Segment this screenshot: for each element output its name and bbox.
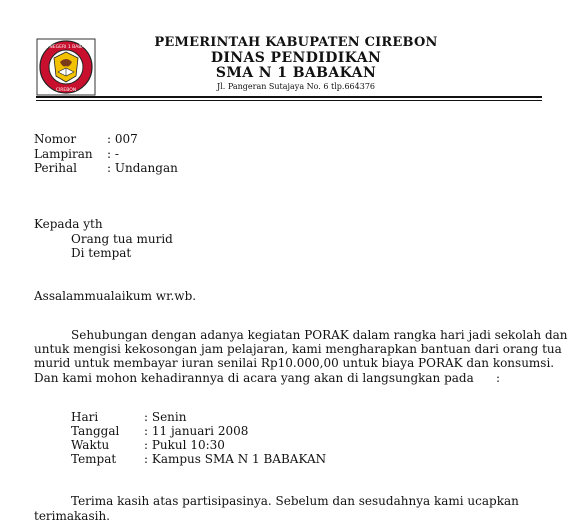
body-line-3: murid untuk membayar iuran senilai Rp10.000,00 untuk biaya PORAK dan konsumsi. — [34, 356, 555, 370]
header-address: Jl. Pangeran Sutajaya No. 6 tlp.664376 — [216, 82, 375, 91]
logo-text-top: SMA NEGERI 1 BABAKAN — [38, 45, 94, 50]
event-value-hari: : Senin — [144, 410, 187, 424]
header-divider-thick — [36, 96, 542, 98]
greeting: Assalammualaikum wr.wb. — [34, 289, 197, 303]
logo-text-bottom: CIREBON — [55, 88, 77, 93]
header-line-1: PEMERINTAH KABUPATEN CIREBON — [154, 35, 438, 50]
body-line-2: untuk mengisi kekosongan jam pelajaran, kami mengharapkan bantuan dari orang tua — [34, 342, 562, 356]
event-label-tanggal: Tanggal — [71, 424, 120, 438]
event-value-tanggal: : 11 januari 2008 — [144, 424, 249, 438]
header-line-3: SMA N 1 BABAKAN — [215, 65, 377, 81]
event-label-waktu: Waktu — [71, 438, 110, 452]
header-divider-thin — [36, 100, 542, 101]
meta-label-lampiran: Lampiran — [34, 147, 93, 161]
body-line-4-colon: : — [496, 371, 501, 385]
school-logo — [36, 38, 96, 96]
meta-value-perihal: : Undangan — [107, 161, 178, 175]
event-label-hari: Hari — [71, 410, 99, 424]
header-line-2: DINAS PENDIDIKAN — [210, 50, 382, 66]
closing-line-1: Terima kasih atas partisipasinya. Sebelum dan sesudahnya kami ucapkan — [71, 494, 519, 508]
body-line-4: Dan kami mohon kehadirannya di acara yang akan di langsungkan pada — [34, 371, 474, 385]
meta-label-nomor: Nomor — [34, 132, 77, 146]
recipient-place: Di tempat — [71, 246, 132, 260]
event-value-waktu: : Pukul 10:30 — [144, 438, 225, 452]
event-label-tempat: Tempat — [71, 452, 117, 466]
recipient-to: Kepada yth — [34, 217, 103, 231]
event-value-tempat: : Kampus SMA N 1 BABAKAN — [144, 452, 327, 466]
closing-line-2: terimakasih. — [34, 509, 110, 523]
recipient-name: Orang tua murid — [71, 232, 173, 246]
meta-value-lampiran: : - — [107, 147, 119, 161]
body-line-1: Sehubungan dengan adanya kegiatan PORAK dalam rangka hari jadi sekolah dan — [71, 328, 568, 342]
meta-label-perihal: Perihal — [34, 161, 77, 175]
meta-value-nomor: : 007 — [107, 132, 138, 146]
